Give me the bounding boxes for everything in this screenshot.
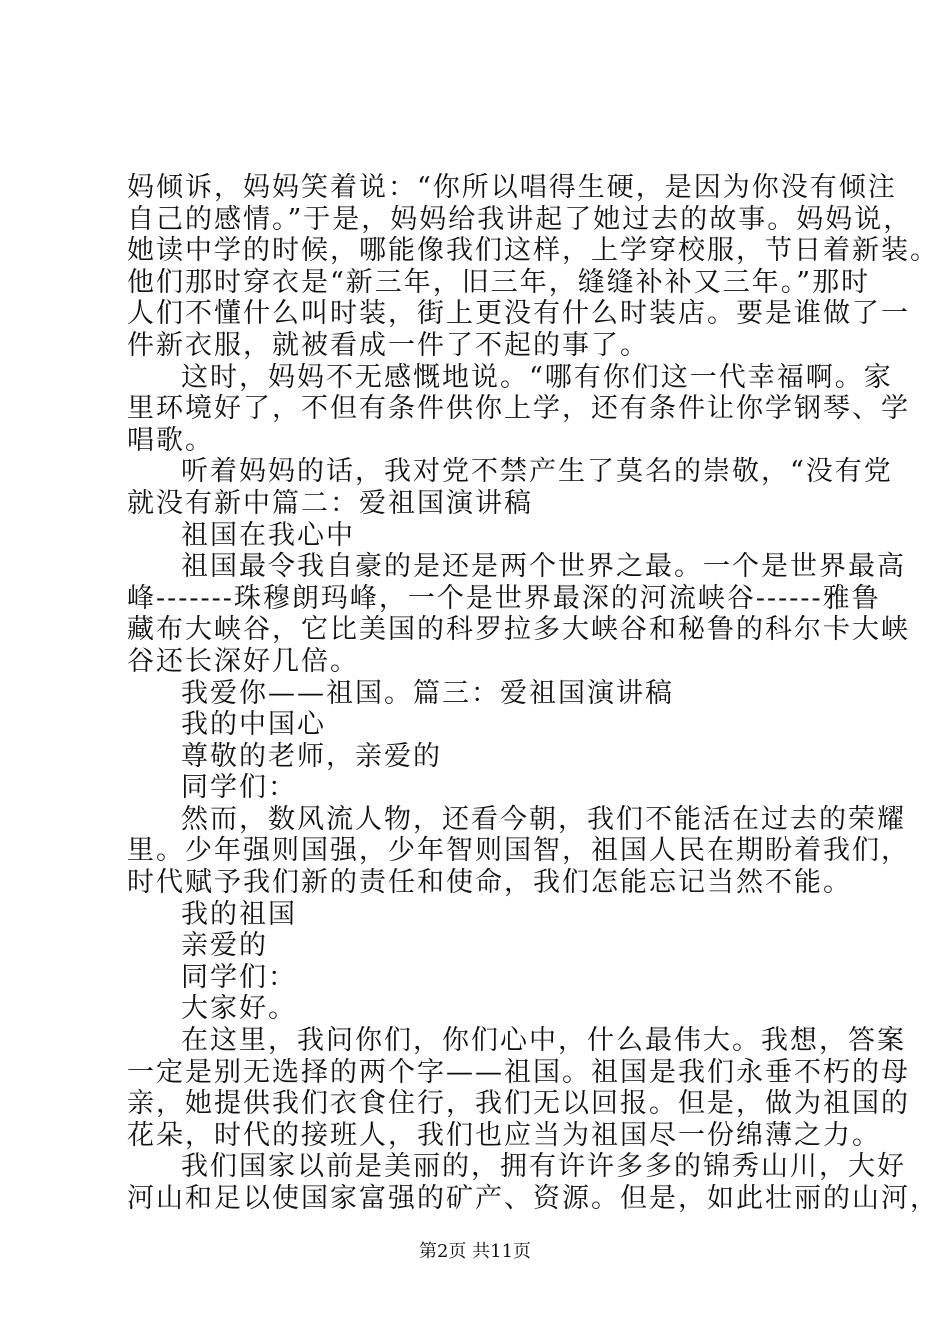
text-line: 我爱你——祖国。篇三：爱祖国演讲稿 <box>181 677 674 709</box>
text-line: 她读中学的时候，哪能像我们这样，上学穿校服，节日着新装。 <box>127 235 939 267</box>
text-line: 谷还长深好几倍。 <box>127 645 359 677</box>
text-line: 就没有新中篇二：爱祖国演讲稿 <box>127 487 533 519</box>
text-line: 在这里，我问你们，你们心中，什么最伟大。我想，答案 <box>181 1025 906 1057</box>
text-line: 藏布大峡谷，它比美国的科罗拉多大峡谷和秘鲁的科尔卡大峡 <box>127 614 910 646</box>
text-line: 件新衣服，就被看成一件了不起的事了。 <box>127 329 649 361</box>
text-line: 他们那时穿衣是“新三年，旧三年，缝缝补补又三年。”那时 <box>127 266 871 298</box>
text-line: 祖国最令我自豪的是还是两个世界之最。一个是世界最高 <box>181 551 906 583</box>
text-line: 里。少年强则国强，少年智则国智，祖国人民在期盼着我们， <box>127 835 910 867</box>
text-line: 唱歌。 <box>127 424 214 456</box>
text-line: 时代赋予我们新的责任和使命，我们怎能忘记当然不能。 <box>127 867 852 899</box>
text-line: 大家好。 <box>181 993 297 1025</box>
section-heading: 祖国在我心中 <box>181 519 355 551</box>
text-line: 自己的感情。”于是，妈妈给我讲起了她过去的故事。妈妈说， <box>127 203 913 235</box>
text-line: 亲，她提供我们衣食住行，我们无以回报。但是，做为祖国的 <box>127 1088 910 1120</box>
text-line: 同学们： <box>181 961 297 993</box>
text-line: 尊敬的老师，亲爱的 <box>181 740 442 772</box>
text-line: 河山和足以使国家富强的矿产、资源。但是，如此壮丽的山河， <box>127 1183 939 1214</box>
text-line: 我的祖国 <box>181 898 297 930</box>
text-line: 这时，妈妈不无感慨地说。“哪有你们这一代幸福啊。家 <box>181 361 893 393</box>
text-line: 里环境好了，不但有条件供你上学，还有条件让你学钢琴、学 <box>127 393 910 425</box>
text-line: 人们不懂什么叫时装，街上更没有什么时装店。要是谁做了一 <box>127 298 910 330</box>
text-line: 峰-------珠穆朗玛峰，一个是世界最深的河流峡谷------雅鲁 <box>127 582 881 614</box>
text-line: 一定是别无选择的两个字——祖国。祖国是我们永垂不朽的母 <box>127 1056 910 1088</box>
document-body <box>127 172 939 1215</box>
text-line: 听着妈妈的话，我对党不禁产生了莫名的崇敬，“没有党 <box>181 456 893 488</box>
text-line: 妈倾诉，妈妈笑着说：“你所以唱得生硬，是因为你没有倾注 <box>127 172 897 203</box>
text-line: 我们国家以前是美丽的，拥有许许多多的锦秀山川，大好 <box>181 1151 906 1183</box>
text-line: 花朵，时代的接班人，我们也应当为祖国尽一份绵薄之力。 <box>127 1119 881 1151</box>
page-number-footer: 第2页 共11页 <box>418 1241 532 1262</box>
section-heading: 我的中国心 <box>181 709 326 741</box>
text-line: 同学们： <box>181 772 297 804</box>
text-line: 亲爱的 <box>181 930 268 962</box>
text-line: 然而，数风流人物，还看今朝，我们不能活在过去的荣耀 <box>181 803 906 835</box>
